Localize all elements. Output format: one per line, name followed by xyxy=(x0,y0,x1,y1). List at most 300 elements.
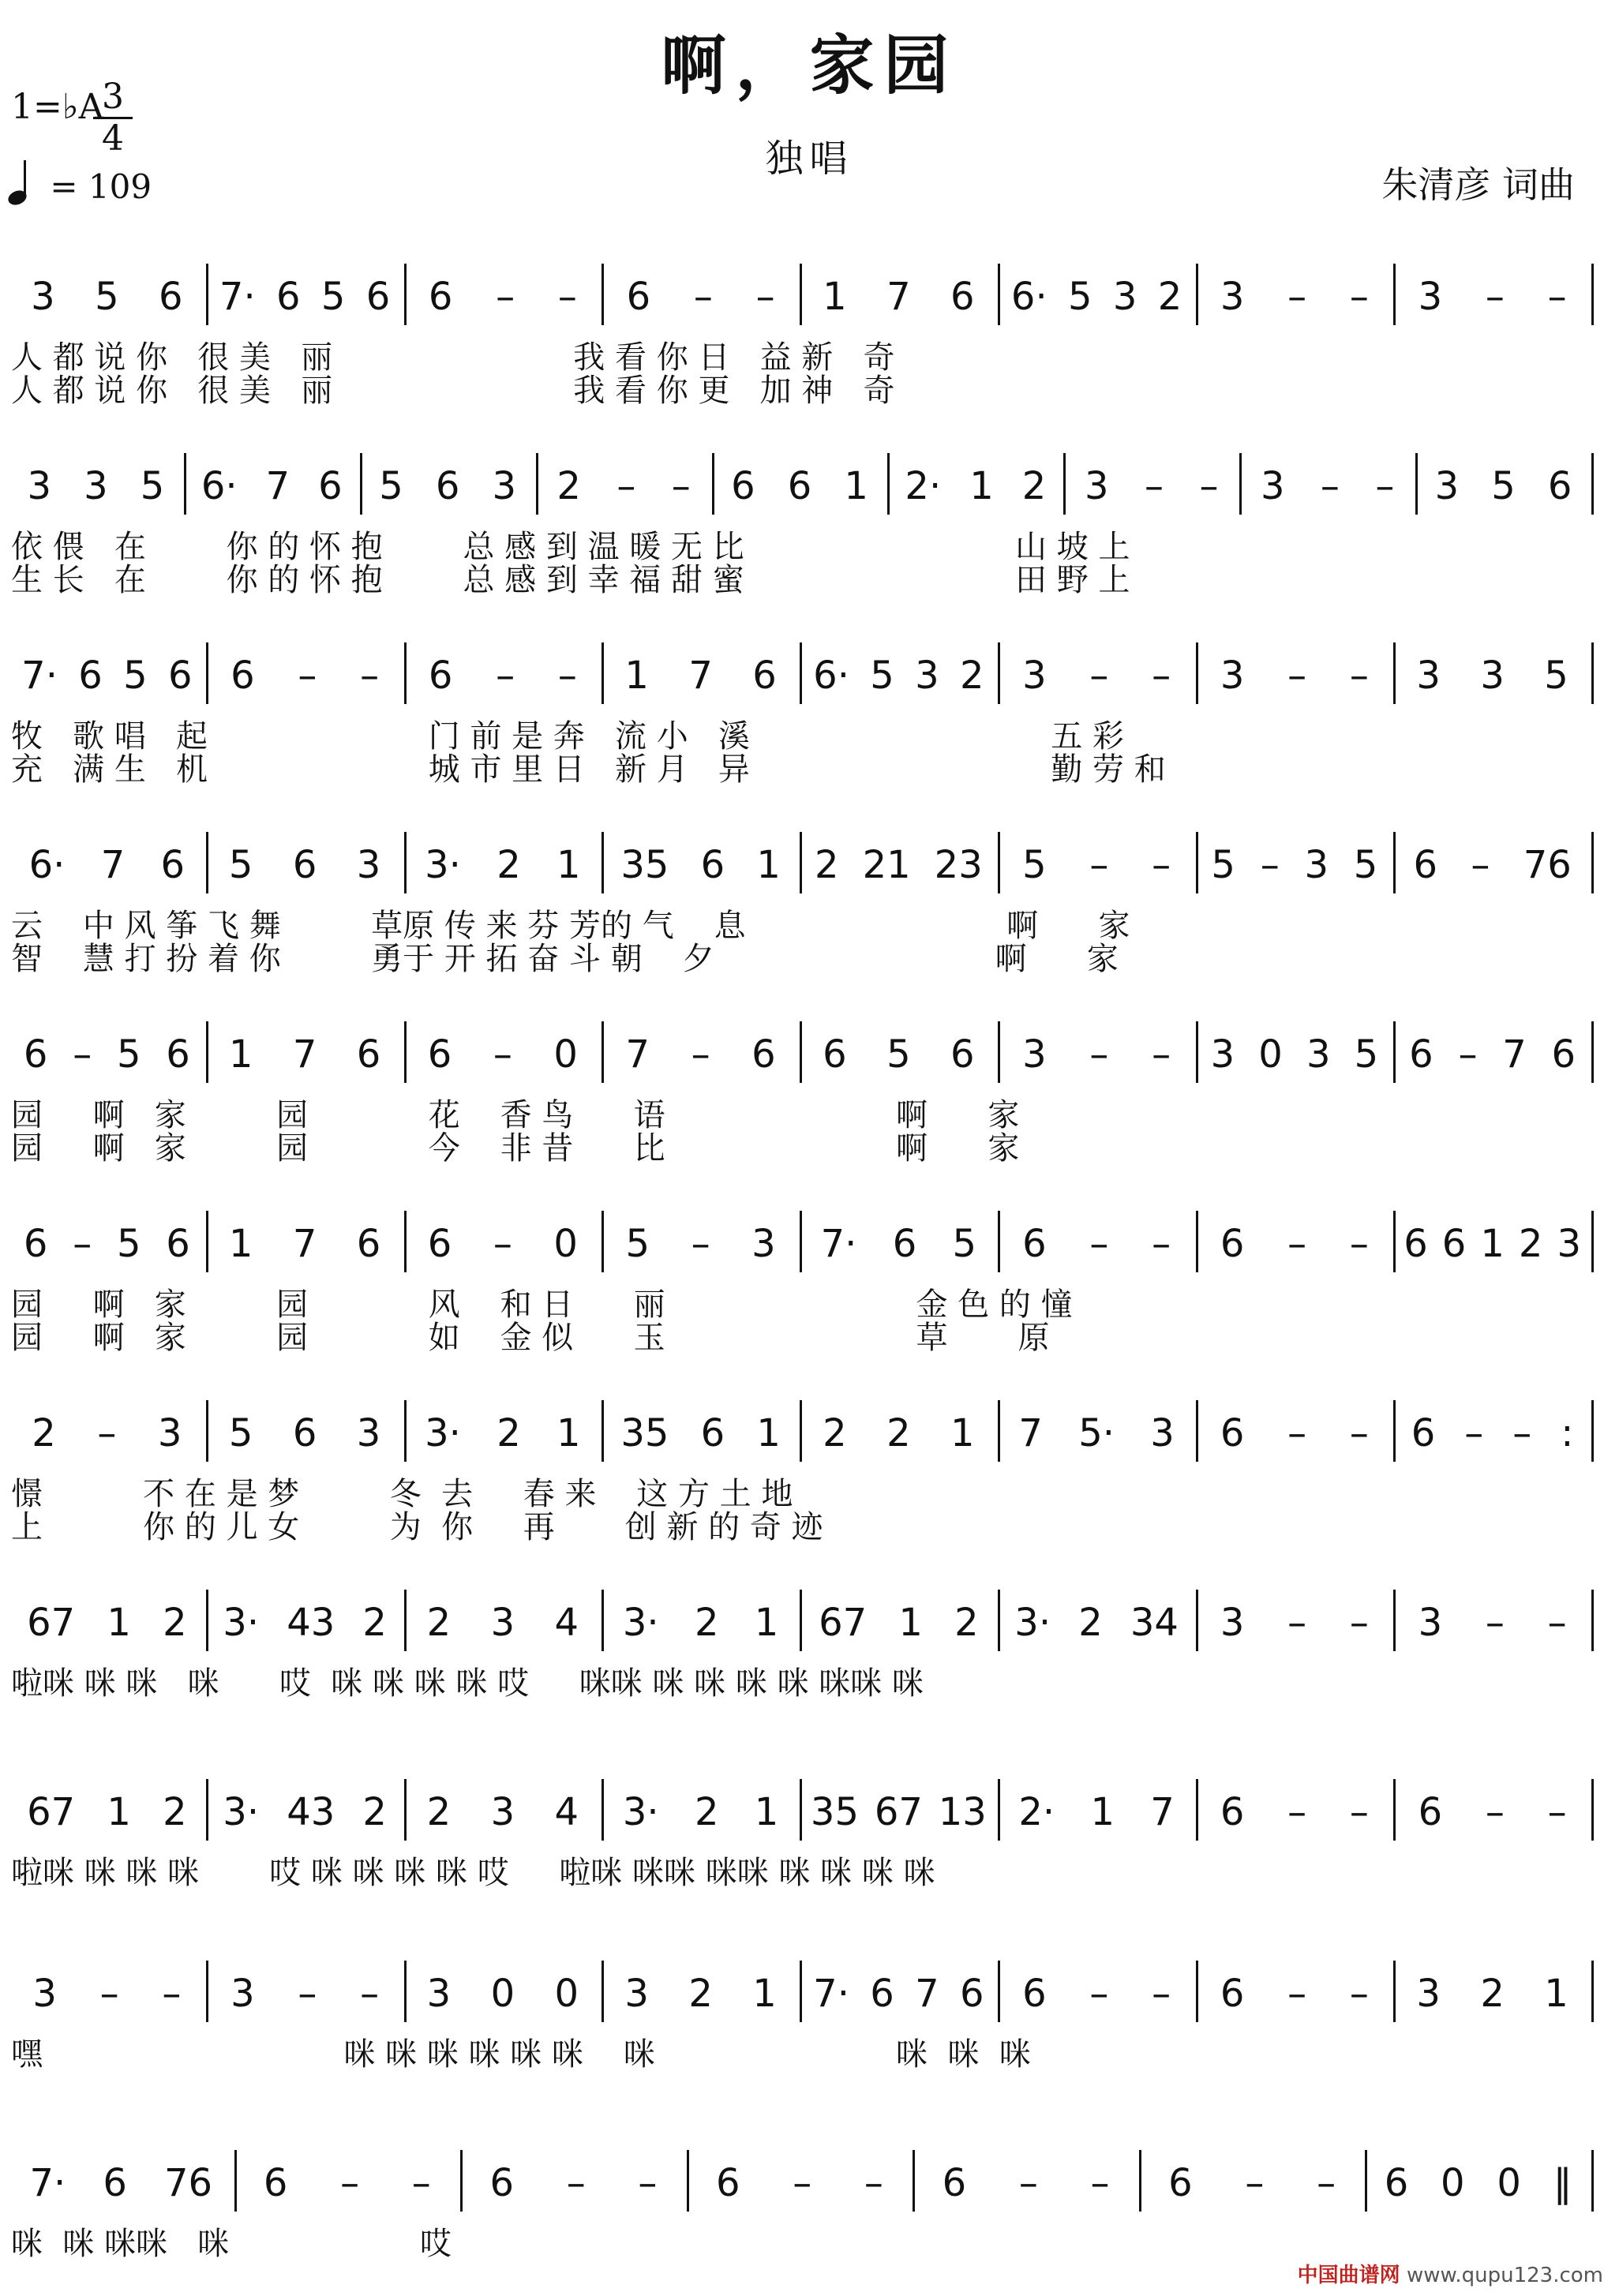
barline xyxy=(998,1779,1000,1841)
note: 6· xyxy=(813,654,849,698)
note: – xyxy=(1152,843,1171,887)
note: 5 xyxy=(870,654,894,698)
lyrics-verse-2: 智 慧 打 扮 着 你 勇于 开 拓 奋 斗 朝 夕 啊 家 xyxy=(11,941,1119,977)
measure xyxy=(1396,275,1588,319)
note: 3 xyxy=(1022,654,1047,698)
lyrics-verse-1: 依 偎 在 你 的 怀 抱 总 感 到 温 暖 无 比 山 坡 上 xyxy=(11,529,1130,565)
note: 2 xyxy=(1021,464,1047,508)
note: 2· xyxy=(905,464,942,508)
note: – xyxy=(1089,843,1109,887)
barline xyxy=(1365,2150,1367,2212)
note: 3 xyxy=(1418,275,1443,319)
note: 3 xyxy=(27,464,52,508)
measure xyxy=(407,275,599,319)
measure xyxy=(11,464,181,508)
note: 3 xyxy=(624,1972,649,2016)
lyrics-verse-2: 生 长 在 你 的 怀 抱 总 感 到 幸 福 甜 蜜 田 野 上 xyxy=(11,562,1130,598)
note: 2 xyxy=(32,1411,56,1455)
barline xyxy=(602,1021,604,1083)
note: 6 xyxy=(263,2161,288,2205)
note: 6 xyxy=(626,275,651,319)
note: – xyxy=(1547,1601,1567,1645)
note: 43 xyxy=(287,1790,335,1834)
note: – xyxy=(1152,654,1171,698)
note: 6 xyxy=(870,1972,894,2016)
barline xyxy=(998,1211,1000,1272)
note: – xyxy=(1287,1972,1307,2016)
measure xyxy=(209,654,401,698)
barline xyxy=(687,2150,689,2212)
note: 5 xyxy=(1354,1032,1379,1077)
measure xyxy=(803,1032,995,1077)
barline xyxy=(184,453,186,515)
measure xyxy=(11,1222,203,1266)
note: 3· xyxy=(425,843,461,887)
note: 6 xyxy=(103,2161,127,2205)
note: 3· xyxy=(223,1790,260,1834)
note: 7 xyxy=(292,1222,317,1266)
note: 3 xyxy=(356,1411,381,1455)
measure xyxy=(11,1601,203,1645)
measure xyxy=(11,1411,203,1455)
note: 1 xyxy=(756,843,781,887)
note: 1 xyxy=(624,654,649,698)
note: – xyxy=(496,654,515,698)
note: – xyxy=(691,1032,710,1077)
lyrics-verse-2: 人 都 说 你 很 美 丽 我 看 你 更 加 神 奇 xyxy=(11,373,895,409)
lyrics-verse-1: 咪 咪 咪咪 咪 哎 xyxy=(11,2226,452,2262)
note: 6 xyxy=(427,1032,452,1077)
note: 7 xyxy=(915,1972,939,2016)
barline xyxy=(602,1779,604,1841)
measure xyxy=(11,1790,203,1834)
barline xyxy=(1196,1021,1198,1083)
note: : xyxy=(1561,1411,1574,1455)
note: – xyxy=(496,275,515,319)
note: 21 xyxy=(862,843,911,887)
note: 1 xyxy=(557,843,581,887)
barline xyxy=(234,2150,237,2212)
barline xyxy=(1393,832,1396,893)
measure xyxy=(916,2161,1136,2205)
measure xyxy=(539,464,709,508)
measure xyxy=(803,1222,995,1266)
barline xyxy=(998,832,1000,893)
note: 3 xyxy=(1306,1032,1331,1077)
note: 3· xyxy=(1014,1601,1051,1645)
barline xyxy=(1063,453,1066,515)
barline xyxy=(602,642,604,704)
measure xyxy=(605,1222,796,1266)
note: 3 xyxy=(1304,843,1329,887)
note: 1 xyxy=(1480,1222,1505,1266)
note: 5 xyxy=(320,275,346,319)
note: 3 xyxy=(1022,1032,1047,1077)
note: 2 xyxy=(426,1790,452,1834)
note: 6 xyxy=(427,1222,452,1266)
note: 6 xyxy=(1220,1972,1245,2016)
measure xyxy=(11,275,203,319)
note: – xyxy=(1547,1790,1567,1834)
note: 1 xyxy=(950,1411,975,1455)
note: 0 xyxy=(553,1032,578,1077)
note: – xyxy=(1349,1972,1369,2016)
note: 1 xyxy=(557,1411,581,1455)
lyrics-verse-2: 充 满 生 机 城 市 里 日 新 月 异 勤 劳 和 xyxy=(11,751,1166,788)
barline xyxy=(887,453,890,515)
note: – xyxy=(1375,464,1395,508)
note: 35 xyxy=(620,1411,669,1455)
note: 67 xyxy=(27,1601,76,1645)
barline xyxy=(602,1400,604,1462)
lyrics-verse-2: 园 啊 家 园 如 金 似 玉 草 原 xyxy=(11,1320,1050,1356)
note: 6 xyxy=(731,464,755,508)
note: 6 xyxy=(942,2161,967,2205)
note: 6 xyxy=(1409,1032,1433,1077)
note: 6 xyxy=(1220,1790,1245,1834)
measure xyxy=(803,275,995,319)
barline xyxy=(1591,1961,1594,2022)
note: 7· xyxy=(29,2161,66,2205)
measure xyxy=(11,843,203,887)
barline xyxy=(404,1590,407,1651)
note: – xyxy=(793,2161,812,2205)
note: – xyxy=(1349,275,1369,319)
barline xyxy=(404,1400,407,1462)
note: 6 xyxy=(1384,2161,1409,2205)
note: 3 xyxy=(1557,1222,1581,1266)
note: 7 xyxy=(1150,1790,1175,1834)
measure xyxy=(1199,1972,1391,2016)
note: 6 xyxy=(700,843,725,887)
barline xyxy=(602,1590,604,1651)
note: 2 xyxy=(694,1790,719,1834)
note: – xyxy=(1145,464,1164,508)
measure xyxy=(715,464,885,508)
measure xyxy=(407,1790,599,1834)
barline xyxy=(1591,1021,1594,1083)
barline xyxy=(206,1779,208,1841)
note: – xyxy=(1349,1222,1369,1266)
note: – xyxy=(1287,1790,1307,1834)
measure xyxy=(1001,1411,1193,1455)
note: 6 xyxy=(1547,464,1572,508)
measure xyxy=(803,1411,995,1455)
note: 6 xyxy=(160,843,186,887)
note: 3 xyxy=(1210,1032,1235,1077)
note: ‖ xyxy=(1553,2161,1572,2205)
measure xyxy=(209,1790,401,1834)
lyrics-verse-1: 啦咪 咪 咪 咪 哎 咪 咪 咪 咪 哎 咪咪 咪 咪 咪 咪 咪咪 咪 xyxy=(11,1665,924,1702)
note: 3· xyxy=(425,1411,461,1455)
note: 1 xyxy=(228,1222,253,1266)
note: 3 xyxy=(1480,654,1505,698)
barline xyxy=(1196,1961,1198,2022)
time-denominator: 4 xyxy=(102,118,124,159)
measure xyxy=(1199,1411,1391,1455)
note: – xyxy=(1287,1222,1307,1266)
note: 7 xyxy=(688,654,713,698)
note: 3 xyxy=(31,275,55,319)
note: 1 xyxy=(754,1601,779,1645)
note: 0 xyxy=(553,1222,578,1266)
note: – xyxy=(1018,2161,1038,2205)
note: 3· xyxy=(622,1601,659,1645)
measure xyxy=(1199,1032,1391,1077)
note: 6· xyxy=(1010,275,1047,319)
note: 3 xyxy=(1416,1972,1441,2016)
note: – xyxy=(1287,275,1307,319)
note: – xyxy=(298,654,317,698)
barline xyxy=(602,1211,604,1272)
barline xyxy=(1139,2150,1141,2212)
barline xyxy=(602,832,604,893)
measure xyxy=(11,2161,231,2205)
barline xyxy=(602,1961,604,2022)
quarter-note-icon xyxy=(8,162,39,206)
measure xyxy=(803,654,995,698)
note: 6· xyxy=(28,843,66,887)
note: 7 xyxy=(886,275,911,319)
note: 3 xyxy=(157,1411,182,1455)
barline xyxy=(1415,453,1418,515)
measure xyxy=(1001,843,1193,887)
note: 6 xyxy=(716,2161,740,2205)
measure xyxy=(1418,464,1588,508)
note: 5 xyxy=(123,654,148,698)
note: 5 xyxy=(1491,464,1516,508)
note: 6 xyxy=(1418,1790,1443,1834)
barline xyxy=(206,1400,208,1462)
note: 23 xyxy=(934,843,983,887)
note: 1 xyxy=(969,464,994,508)
measure xyxy=(1001,1972,1193,2016)
note: 3 xyxy=(915,654,939,698)
note: 3 xyxy=(230,1972,255,2016)
note: 3 xyxy=(1220,654,1245,698)
barline xyxy=(1591,1400,1594,1462)
barline xyxy=(998,1021,1000,1083)
tempo-value: = 109 xyxy=(50,167,152,206)
note: 3 xyxy=(1260,464,1285,508)
note: 3· xyxy=(223,1601,260,1645)
note: 2 xyxy=(694,1601,719,1645)
barline xyxy=(800,264,802,325)
note: 3 xyxy=(1434,464,1460,508)
barline xyxy=(1393,642,1396,704)
barline xyxy=(206,1211,208,1272)
barline xyxy=(800,1779,802,1841)
note: 6 xyxy=(292,843,317,887)
note: 2 xyxy=(557,464,581,508)
barline xyxy=(1196,1400,1198,1462)
note: 34 xyxy=(1130,1601,1179,1645)
measure xyxy=(1001,275,1193,319)
lyrics-verse-1: 园 啊 家 园 风 和 日 丽 金 色 的 憧 xyxy=(11,1287,1073,1323)
measure xyxy=(803,843,995,887)
note: 6 xyxy=(23,1032,48,1077)
lyrics-verse-1: 云 中 风 筝 飞 舞 草原 传 来 芬 芳的 气 息 啊 家 xyxy=(11,908,1130,944)
key-label: 1=♭A xyxy=(11,87,104,127)
measure xyxy=(1199,1222,1391,1266)
note: – xyxy=(1320,464,1340,508)
note: 3 xyxy=(490,1790,515,1834)
barline xyxy=(1239,453,1242,515)
measure xyxy=(209,1972,401,2016)
note: – xyxy=(411,2161,431,2205)
note: – xyxy=(557,654,577,698)
note: – xyxy=(1260,843,1280,887)
measure xyxy=(407,1601,599,1645)
barline xyxy=(998,1590,1000,1651)
measure xyxy=(407,843,599,887)
barline xyxy=(404,264,407,325)
note: 3 xyxy=(751,1222,776,1266)
note: – xyxy=(1512,1411,1532,1455)
note: 5 xyxy=(1211,843,1235,887)
watermark-site: www.qupu123.com xyxy=(1406,2264,1603,2287)
note: – xyxy=(1485,1790,1505,1834)
note: 3 xyxy=(1220,1601,1245,1645)
note: 2 xyxy=(823,1411,847,1455)
note: – xyxy=(1090,2161,1110,2205)
note: 7 xyxy=(1502,1032,1527,1077)
note: 2 xyxy=(815,843,839,887)
measure xyxy=(1199,1601,1391,1645)
barline xyxy=(404,1961,407,2022)
note: 1 xyxy=(1090,1790,1115,1834)
note: – xyxy=(162,1972,182,2016)
barline xyxy=(404,1211,407,1272)
note: 2 xyxy=(1480,1972,1505,2016)
note: 2· xyxy=(1018,1790,1055,1834)
barline xyxy=(404,1021,407,1083)
barline xyxy=(404,832,407,893)
note: 2 xyxy=(1078,1601,1103,1645)
note: 5 xyxy=(952,1222,977,1266)
note: 5 xyxy=(116,1032,141,1077)
note: – xyxy=(691,1222,710,1266)
measure xyxy=(1066,464,1236,508)
note: 6 xyxy=(751,1032,776,1077)
note: 1 xyxy=(898,1601,923,1645)
note: 6 xyxy=(292,1411,317,1455)
note: 3 xyxy=(1418,1601,1443,1645)
note: 5 xyxy=(140,464,165,508)
measure xyxy=(209,1222,401,1266)
note: 5 xyxy=(1544,654,1568,698)
measure xyxy=(1001,1601,1193,1645)
note: 3 xyxy=(84,464,108,508)
barline xyxy=(1591,1211,1594,1272)
time-numerator: 3 xyxy=(102,77,124,117)
note: – xyxy=(1349,1601,1369,1645)
note: 6 xyxy=(489,2161,515,2205)
note: – xyxy=(493,1222,512,1266)
note: 1 xyxy=(844,464,868,508)
measure xyxy=(1001,1032,1193,1077)
barline xyxy=(998,642,1000,704)
barline xyxy=(800,1961,802,2022)
note: – xyxy=(1152,1222,1171,1266)
barline xyxy=(1393,1400,1396,1462)
note: 6 xyxy=(960,1972,984,2016)
note: 6 xyxy=(365,275,391,319)
measure xyxy=(803,1790,995,1834)
note: 2 xyxy=(960,654,984,698)
note: 35 xyxy=(620,843,669,887)
measure xyxy=(209,1411,401,1455)
measure xyxy=(1199,1790,1391,1834)
barline xyxy=(998,1961,1000,2022)
note: 4 xyxy=(554,1601,579,1645)
note: 6 xyxy=(276,275,301,319)
performance-type: 独唱 xyxy=(765,137,854,181)
note: – xyxy=(1089,654,1109,698)
measure xyxy=(11,1972,203,2016)
barline xyxy=(800,1021,802,1083)
note: 7 xyxy=(625,1032,650,1077)
measure xyxy=(363,464,533,508)
note: 5 xyxy=(379,464,403,508)
note: 6 xyxy=(1404,1222,1428,1266)
note: 5 xyxy=(1022,843,1047,887)
measure xyxy=(1199,843,1391,887)
barline xyxy=(1393,1779,1396,1841)
lyrics-verse-1: 憬 不 在 是 梦 冬 去 春 来 这 方 土 地 xyxy=(11,1476,793,1512)
measure xyxy=(407,654,599,698)
note: 1 xyxy=(752,1972,777,2016)
measure xyxy=(1001,654,1193,698)
measure xyxy=(605,654,796,698)
note: – xyxy=(1317,2161,1336,2205)
measure xyxy=(209,1601,401,1645)
note: 2 xyxy=(163,1601,187,1645)
note: – xyxy=(1152,1032,1171,1077)
note: 7· xyxy=(219,275,256,319)
note: 1 xyxy=(107,1601,131,1645)
note: 2 xyxy=(886,1411,911,1455)
note: 67 xyxy=(27,1790,76,1834)
note: – xyxy=(73,1222,92,1266)
barline xyxy=(913,2150,915,2212)
measure xyxy=(209,843,401,887)
note: 6 xyxy=(428,275,453,319)
measure xyxy=(1396,1222,1588,1266)
note: – xyxy=(1349,1790,1369,1834)
note: 6 xyxy=(356,1032,381,1077)
note: – xyxy=(1152,1972,1171,2016)
note: 6 xyxy=(1441,1222,1467,1266)
note: 5 xyxy=(228,843,253,887)
barline xyxy=(1591,642,1594,704)
note: 2 xyxy=(1157,275,1182,319)
note: 5· xyxy=(1078,1411,1115,1455)
watermark-brand: 中国曲谱网 xyxy=(1297,2264,1400,2287)
note: 2 xyxy=(497,1411,521,1455)
note: 5 xyxy=(886,1032,911,1077)
measure xyxy=(605,1601,796,1645)
site-watermark xyxy=(1298,2259,1603,2288)
note: 6 xyxy=(1022,1972,1047,2016)
note: – xyxy=(693,275,713,319)
barline xyxy=(206,1590,208,1651)
note: 3 xyxy=(1150,1411,1175,1455)
note: 3 xyxy=(1112,275,1137,319)
measure xyxy=(1142,2161,1362,2205)
note: 6 xyxy=(78,654,103,698)
note: 7· xyxy=(21,654,58,698)
